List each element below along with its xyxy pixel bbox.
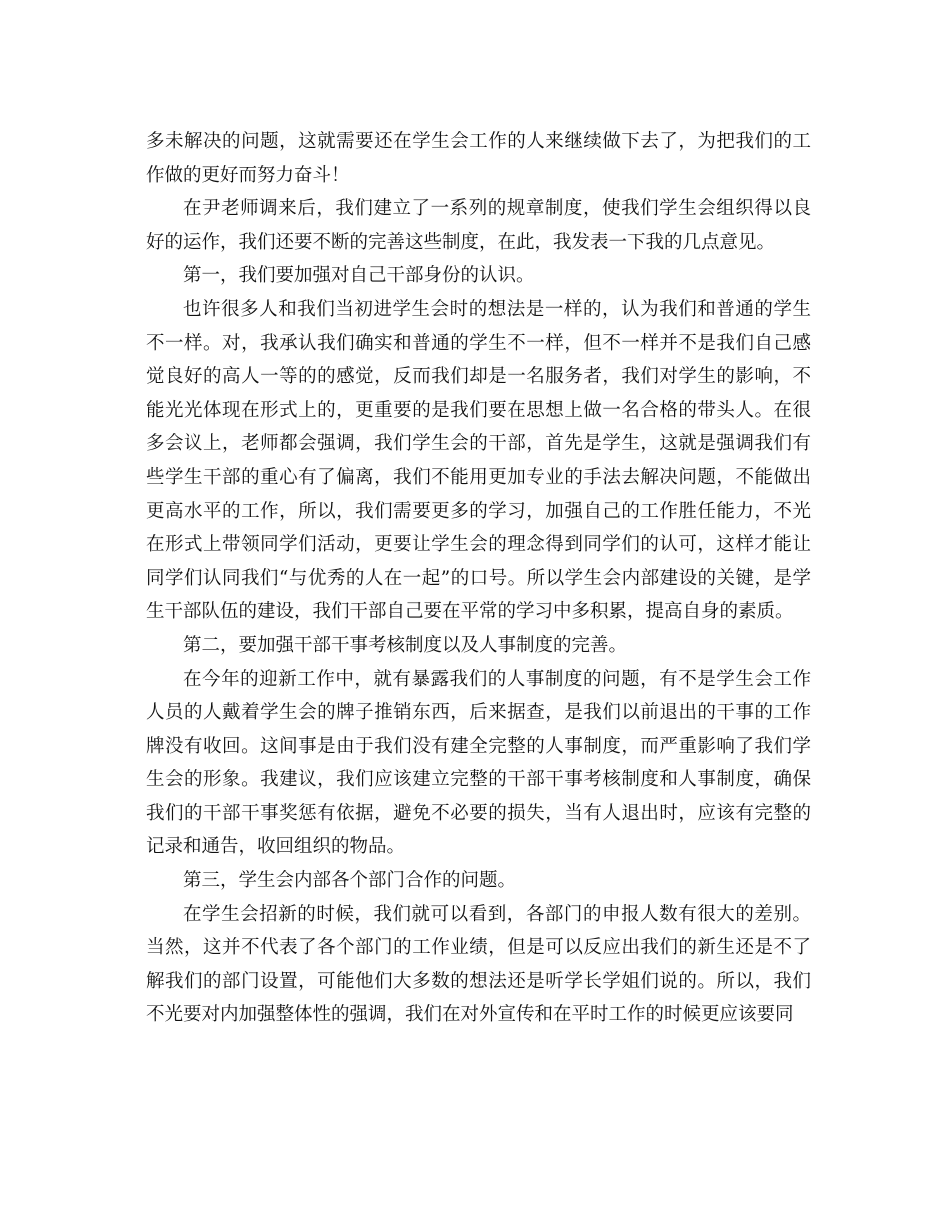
document-page — [146, 125, 811, 1032]
heading-point-one: 第一，我们要加强对自己干部身份的认识。 — [183, 265, 535, 287]
paragraph-continuation: 多未解决的问题，这就需要还在学生会工作的人来继续做下去了，为把我们的工作做的更好而努力奋斗！ — [146, 131, 811, 186]
heading-point-two: 第二，要加强干部干事考核制度以及人事制度的完善。 — [183, 634, 628, 656]
paragraph-point-one: 也许很多人和我们当初进学生会时的想法是一样的，认为我们和普通的学生不一样。对，我承认我们确实和普通的学生不一样，但不一样并不是我们自己感觉良好的高人一等的的感觉，反而我们却是一名服务者，我们对学生的影响，不能光光体现在形式上的，更重要的是我们要在思想上做一名合格的带头人。在很多会议上，老师都会强调，我们学生会的干部，首先是学生，这就是强调我们有些学生干部的重心有了偏离，我们不能用更加专业的手法去解决问题，不能做出更高水平的工作，所以，我们需要更多的学习，加强自己的工作胜任能力，不光在形式上带领同学们活动，更要让学生会的理念得到同学们的认可，这样才能让同学们认同我们“与优秀的人在一起”的口号。所以学生会内部建设的关键，是学生干部队伍的建设，我们干部自己要在平常的学习中多积累，提高自身的素质。 — [146, 298, 811, 623]
paragraph-intro: 在尹老师调来后，我们建立了一系列的规章制度，使我们学生会组织得以良好的运作，我们还要不断的完善这些制度，在此，我发表一下我的几点意见。 — [146, 198, 811, 253]
heading-point-three: 第三，学生会内部各个部门合作的问题。 — [183, 870, 517, 892]
paragraph-point-three: 在学生会招新的时候，我们就可以看到，各部门的申报人数有很大的差别。当然，这并不代表了各个部门的工作业绩，但是可以反应出我们的新生还是不了解我们的部门设置，可能他们大多数的想法还是听学长学姐们说的。所以，我们不光要对内加强整体性的强调，我们在对外宣传和在平时工作的时候更应该要同 — [146, 903, 811, 1026]
paragraph-point-two: 在今年的迎新工作中，就有暴露我们的人事制度的问题，有不是学生会工作人员的人戴着学生会的牌子推销东西，后来据查，是我们以前退出的干事的工作牌没有收回。这间事是由于我们没有建全完整的人事制度，而严重影响了我们学生会的形象。我建议，我们应该建立完整的干部干事考核制度和人事制度，确保我们的干部干事奖惩有依据，避免不必要的损失，当有人退出时，应该有完整的记录和通告，收回组织的物品。 — [146, 668, 811, 858]
